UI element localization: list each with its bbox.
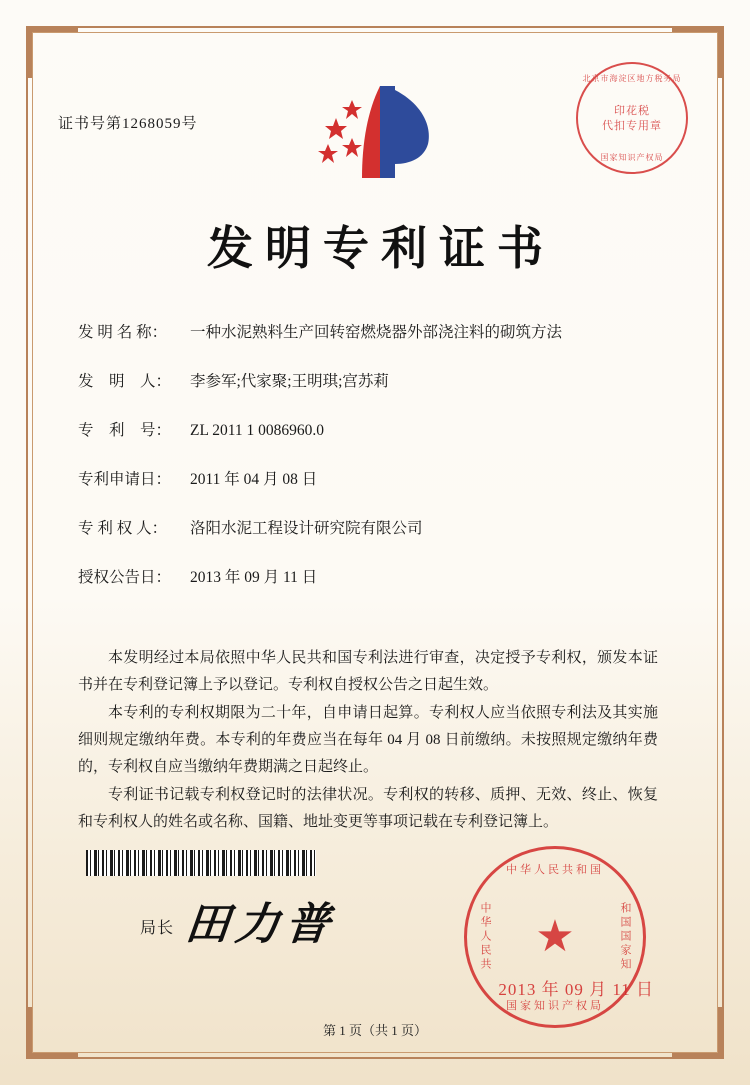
cnipa-logo-icon xyxy=(300,78,450,193)
field-value: ZL 2011 1 0086960.0 xyxy=(190,422,325,439)
field-label: 发 明 名 称： xyxy=(78,324,168,341)
field-value: 李参军;代家聚;王明琪;宫苏莉 xyxy=(190,373,389,390)
field-value: 一种水泥熟料生产回转窑燃烧器外部浇注料的砌筑方法 xyxy=(190,324,563,341)
field-row-application-date xyxy=(78,467,678,489)
field-label: 专 利 权 人： xyxy=(78,520,168,537)
tax-stamp-seal xyxy=(576,62,688,174)
tax-stamp-arc-bottom: 国家知识产权局 xyxy=(600,153,664,162)
field-value: 洛阳水泥工程设计研究院有限公司 xyxy=(190,520,423,537)
corner-ornament-top-right xyxy=(672,26,724,78)
page-footer: 第 1 页（共 1 页） xyxy=(322,1023,427,1038)
field-label: 专 利 号： xyxy=(78,422,172,439)
official-seal-ring-bottom: 国家知识产权局 xyxy=(506,1000,604,1012)
legal-paragraph-3: 专利证书记载专利权登记时的法律状况。专利权的转移、质押、无效、终止、恢复和专利权人的姓名或名称、国籍、地址变更等事项记载在专利登记簿上。 xyxy=(78,787,658,830)
tax-stamp-arc-top: 北京市海淀区地方税务局 xyxy=(582,74,682,83)
star-icon: ★ xyxy=(535,912,575,961)
official-seal xyxy=(464,846,646,1028)
page-title: 发明专利证书 xyxy=(207,223,555,274)
tax-stamp-line2: 代扣专用章 xyxy=(602,120,662,132)
legal-paragraph-1: 本发明经过本局依照中华人民共和国专利法进行审查，决定授予专利权，颁发本证书并在专利登记簿上予以登记。专利权自授权公告之日起生效。 xyxy=(78,650,658,693)
corner-ornament-top-left xyxy=(26,26,78,78)
field-label: 专利申请日： xyxy=(78,471,172,488)
field-label: 授权公告日： xyxy=(78,569,172,586)
field-row-patent-number xyxy=(78,418,678,440)
director-label: 局长 xyxy=(140,920,175,937)
field-row-grant-date xyxy=(78,565,678,587)
field-value: 2011 年 04 月 08 日 xyxy=(190,471,318,488)
tax-stamp-center xyxy=(578,104,686,134)
director-signature: 田力普 xyxy=(182,900,339,949)
official-seal-ring-top: 中华人民共和国 xyxy=(506,864,604,876)
legal-paragraph-2: 本专利的专利权期限为二十年，自申请日起算。专利权人应当依照专利法及其实施细则规定缴纳年费。本专利的年费应当在每年 04 月 08 日前缴纳。未按照规定缴纳年费的，专利权自应当缴纳年费期满之日起终止。 xyxy=(78,705,658,775)
seal-date: 2013 年 09 月 11 日 xyxy=(498,980,654,999)
legal-text-block xyxy=(78,645,658,837)
tax-stamp-line1: 印花税 xyxy=(614,105,650,117)
field-label: 发 明 人： xyxy=(78,373,172,390)
field-row-patentee xyxy=(78,516,678,538)
official-seal-side-right: 和国国家知 xyxy=(619,902,631,972)
field-value: 2013 年 09 月 11 日 xyxy=(190,569,318,586)
certificate-fields xyxy=(78,320,678,614)
certificate-number: 证书号第1268059号 xyxy=(58,116,198,132)
barcode xyxy=(86,850,316,876)
official-seal-side-left: 中华人民共 xyxy=(479,902,491,972)
field-row-invention-name xyxy=(78,320,678,342)
field-row-inventors xyxy=(78,369,678,391)
